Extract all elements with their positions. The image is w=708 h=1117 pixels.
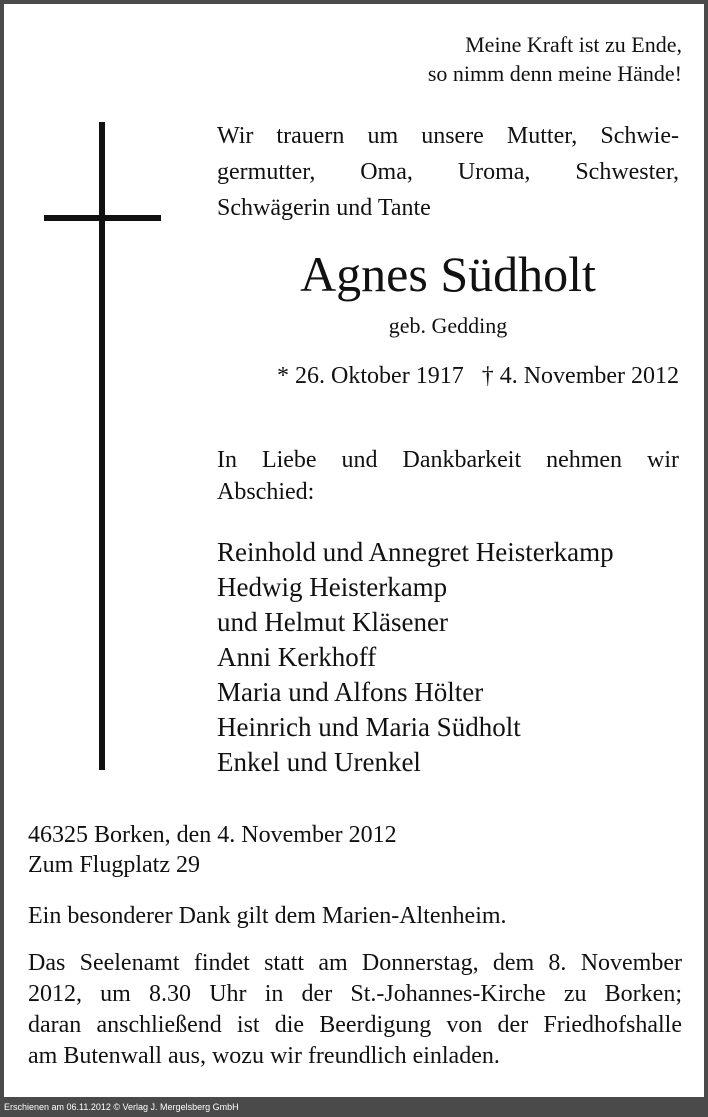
cross-icon-bar bbox=[44, 215, 161, 221]
mourner-entry: Heinrich und Maria Südholt bbox=[217, 712, 521, 742]
address: Zum Flugplatz 29 bbox=[28, 852, 200, 878]
mourner-entry: und Helmut Kläsener bbox=[217, 607, 448, 637]
life-dates bbox=[217, 360, 679, 392]
place-date: 46325 Borken, den 4. November 2012 bbox=[28, 822, 397, 848]
farewell-line: Abschied: bbox=[217, 479, 315, 505]
motto bbox=[428, 30, 682, 88]
farewell-line: In Liebe und Dankbarkeit nehmen wir bbox=[217, 447, 679, 473]
place-and-address bbox=[28, 820, 688, 880]
death-date: † 4. November 2012 bbox=[481, 363, 679, 389]
service-info bbox=[28, 948, 682, 1072]
motto-line: Meine Kraft ist zu Ende, bbox=[465, 32, 682, 57]
service-line: Das Seelenamt findet statt am Donnerstag, dem 8. November bbox=[28, 950, 682, 976]
intro-line: germutter, Oma, Uroma, Schwester, bbox=[217, 159, 679, 185]
mourner-entry: Reinhold und Annegret Heisterkamp bbox=[217, 537, 614, 567]
thanks-note: Ein besonderer Dank gilt dem Marien-Altenheim. bbox=[28, 903, 507, 929]
service-line: 2012, um 8.30 Uhr in der St.-Johannes-Kirche zu Borken; bbox=[28, 981, 682, 1007]
intro-line: Schwägerin und Tante bbox=[217, 195, 431, 221]
intro-line: Wir trauern um unsere Mutter, Schwie- bbox=[217, 123, 679, 149]
intro-text bbox=[217, 118, 679, 226]
mourner-entry: Enkel und Urenkel bbox=[217, 747, 421, 777]
mourner-entry: Hedwig Heisterkamp bbox=[217, 572, 448, 602]
maiden-name: geb. Gedding bbox=[388, 313, 508, 338]
deceased-name: Agnes Südholt bbox=[300, 246, 596, 302]
motto-line: so nimm denn meine Hände! bbox=[427, 61, 682, 86]
obituary-card bbox=[4, 4, 704, 1097]
farewell-text bbox=[217, 444, 679, 508]
service-line: am Butenwall aus, wozu wir freundlich einladen. bbox=[28, 1043, 500, 1069]
publication-footer: Erschienen am 06.11.2012 © Verlag J. Mergelsberg GmbH bbox=[4, 1102, 239, 1112]
birth-date: * 26. Oktober 1917 bbox=[277, 363, 464, 389]
mourners-list bbox=[217, 535, 687, 780]
mourner-entry: Maria und Alfons Hölter bbox=[217, 677, 484, 707]
service-line: daran anschließend ist die Beerdigung von der Friedhofshalle bbox=[28, 1012, 682, 1038]
mourner-entry: Anni Kerkhoff bbox=[217, 642, 377, 672]
